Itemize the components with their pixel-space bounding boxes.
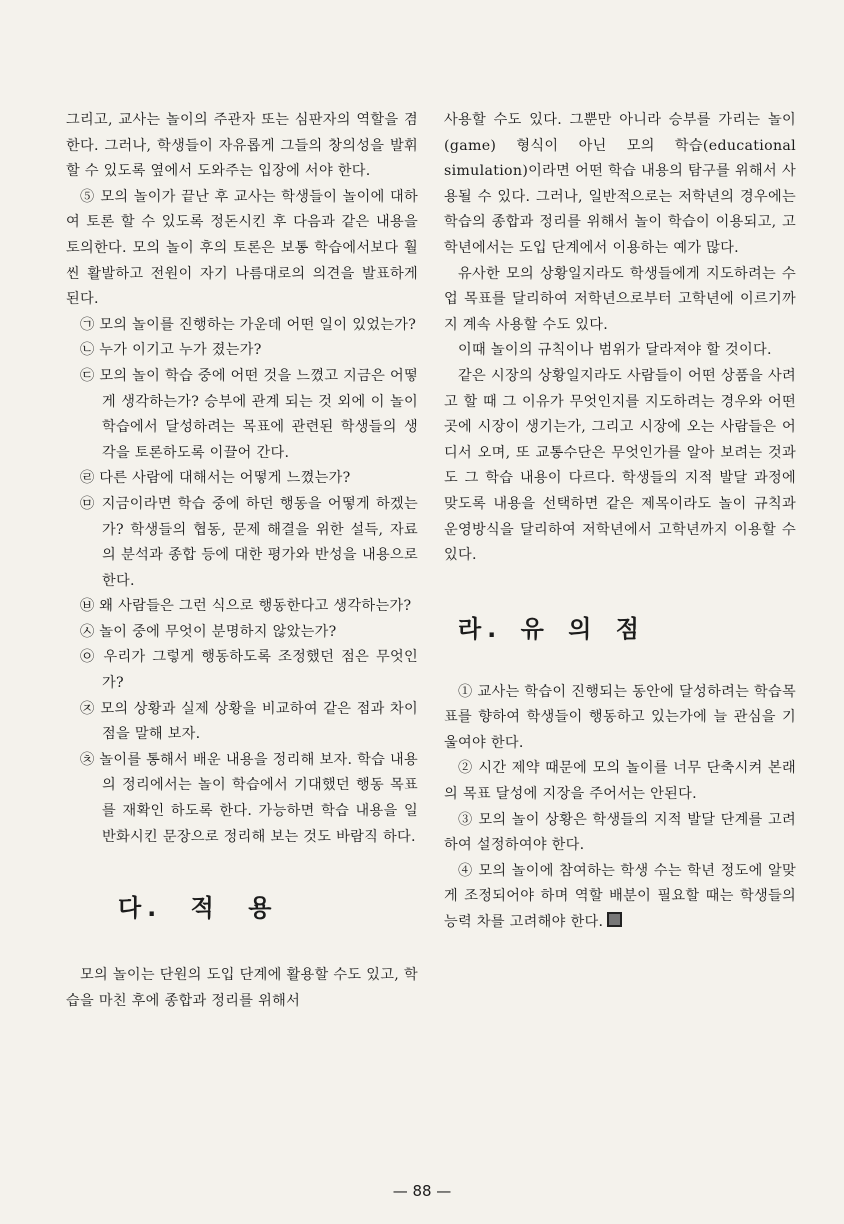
paragraph-rules: 이때 놀이의 규칙이나 범위가 달라져야 할 것이다. xyxy=(458,342,772,359)
discussion-item: ㉣ 다른 사람에 대해서는 어떻게 느꼈는가? xyxy=(80,470,351,487)
discussion-item: ㉨ 모의 상황과 실제 상황을 비교하여 같은 점과 차이점을 말해 보자. xyxy=(80,700,418,743)
paragraph-step-5: ⑤ 모의 놀이가 끝난 후 교사는 학생들이 놀이에 대하여 토론 할 수 있도록 정돈시킨 후 다음과 같은 내용을 토의한다. 모의 놀이 후의 토론은 보통 학습에서보다 훨씬 활발하고 전원이 자기 나름대로의 의견을 발표하게 된다. xyxy=(66,188,418,308)
precaution-text: ④ 모의 놀이에 참여하는 학생 수는 학년 정도에 알맞게 조정되어야 하며 역할 배분이 필요할 때는 학생들의 능력 차를 고려해야 한다. xyxy=(444,862,796,931)
discussion-item: ㉩ 놀이를 통해서 배운 내용을 정리해 보자. 학습 내용의 정리에서는 놀이 학습에서 기대했던 행동 목표를 재확인 하도록 한다. 가능하면 학습 내용을 일반화시킨 문장으로 정리해 보는 것도 바람직 하다. xyxy=(80,751,418,845)
discussion-item: ㉧ 우리가 그렇게 행동하도록 조정했던 점은 무엇인가? xyxy=(80,649,418,692)
discussion-item: ㉡ 누가 이기고 누가 졌는가? xyxy=(80,342,262,359)
precaution-item: ③ 모의 놀이 상황은 학생들의 지적 발달 단계를 고려하여 설정하여야 한다. xyxy=(444,811,796,854)
left-column xyxy=(66,108,418,1014)
paragraph-objectives: 유사한 모의 상황일지라도 학생들에게 지도하려는 수업 목표를 달리하여 저학년으로부터 고학년에 이르기까지 계속 사용할 수도 있다. xyxy=(444,265,796,333)
precaution-item: ② 시간 제약 때문에 모의 놀이를 너무 단축시켜 본래의 목표 달성에 지장을 주어서는 안된다. xyxy=(444,760,796,803)
section-heading-application: 다. 적 용 xyxy=(118,894,278,923)
right-column xyxy=(444,108,796,936)
paragraph-market-example: 같은 시장의 상황일지라도 사람들이 어떤 상품을 사려고 할 때 그 이유가 무엇인지를 지도하려는 경우와 어떤 곳에 시장이 생기는가, 그리고 시장에 오는 사람들은 어디서 오며, 또 교통수단은 무엇인가를 알아 보려는 것과도 그 학습 내용이 다르다. 학생들의 지적 발달 과정에 맞도록 내용을 선택하면 같은 제목이라도 놀이 규칙과 운영방식을 달리하여 저학년에서 고학년까지 이용할 수 있다. xyxy=(444,367,796,564)
end-mark-icon xyxy=(607,912,622,927)
discussion-item: ㉤ 지금이라면 학습 중에 하던 행동을 어떻게 하겠는가? 학생들의 협동, 문제 해결을 위한 설득, 자료의 분석과 종합 등에 대한 평가와 반성을 내용으로 한다. xyxy=(80,495,418,589)
precaution-item: ① 교사는 학습이 진행되는 동안에 달성하려는 학습목표를 향하여 학생들이 행동하고 있는가에 늘 관심을 기울여야 한다. xyxy=(444,683,796,751)
discussion-item: ㉠ 모의 놀이를 진행하는 가운데 어떤 일이 있었는가? xyxy=(80,316,417,333)
paragraph-usage: 사용할 수도 있다. 그뿐만 아니라 승부를 가리는 놀이(game) 형식이 아닌 모의 학습(educational simulation)이라면 어떤 학습 내용의 탐구를 위해서 사용될 수 있다. 그러나, 일반적으로는 저학년의 경우에는 학습의 종합과 정리를 위해서 놀이 학습이 이용되고, 고학년에서는 도입 단계에서 이용하는 예가 많다. xyxy=(444,112,796,256)
paragraph-teacher-role: 그리고, 교사는 놀이의 주관자 또는 심판자의 역할을 겸한다. 그러나, 학생들이 자유롭게 그들의 창의성을 발휘할 수 있도록 옆에서 도와주는 입장에 서야 한다. xyxy=(66,112,418,180)
discussion-item: ㉥ 왜 사람들은 그런 식으로 행동한다고 생각하는가? xyxy=(80,598,412,615)
paragraph-application: 모의 놀이는 단원의 도입 단계에 활용할 수도 있고, 학습을 마친 후에 종합과 정리를 위해서 xyxy=(66,967,418,1009)
discussion-item: ㉢ 모의 놀이 학습 중에 어떤 것을 느꼈고 지금은 어떻게 생각하는가? 승부에 관계 되는 것 외에 이 놀이 학습에서 달성하려는 목표에 관련된 학생들의 생각을 토론하도록 이끌어 간다. xyxy=(80,367,418,461)
precaution-item xyxy=(444,859,796,936)
discussion-item: ㉦ 놀이 중에 무엇이 분명하지 않았는가? xyxy=(80,623,337,640)
page-number: — 88 — xyxy=(392,1182,452,1200)
section-heading-precautions: 라. 유 의 점 xyxy=(458,614,645,643)
